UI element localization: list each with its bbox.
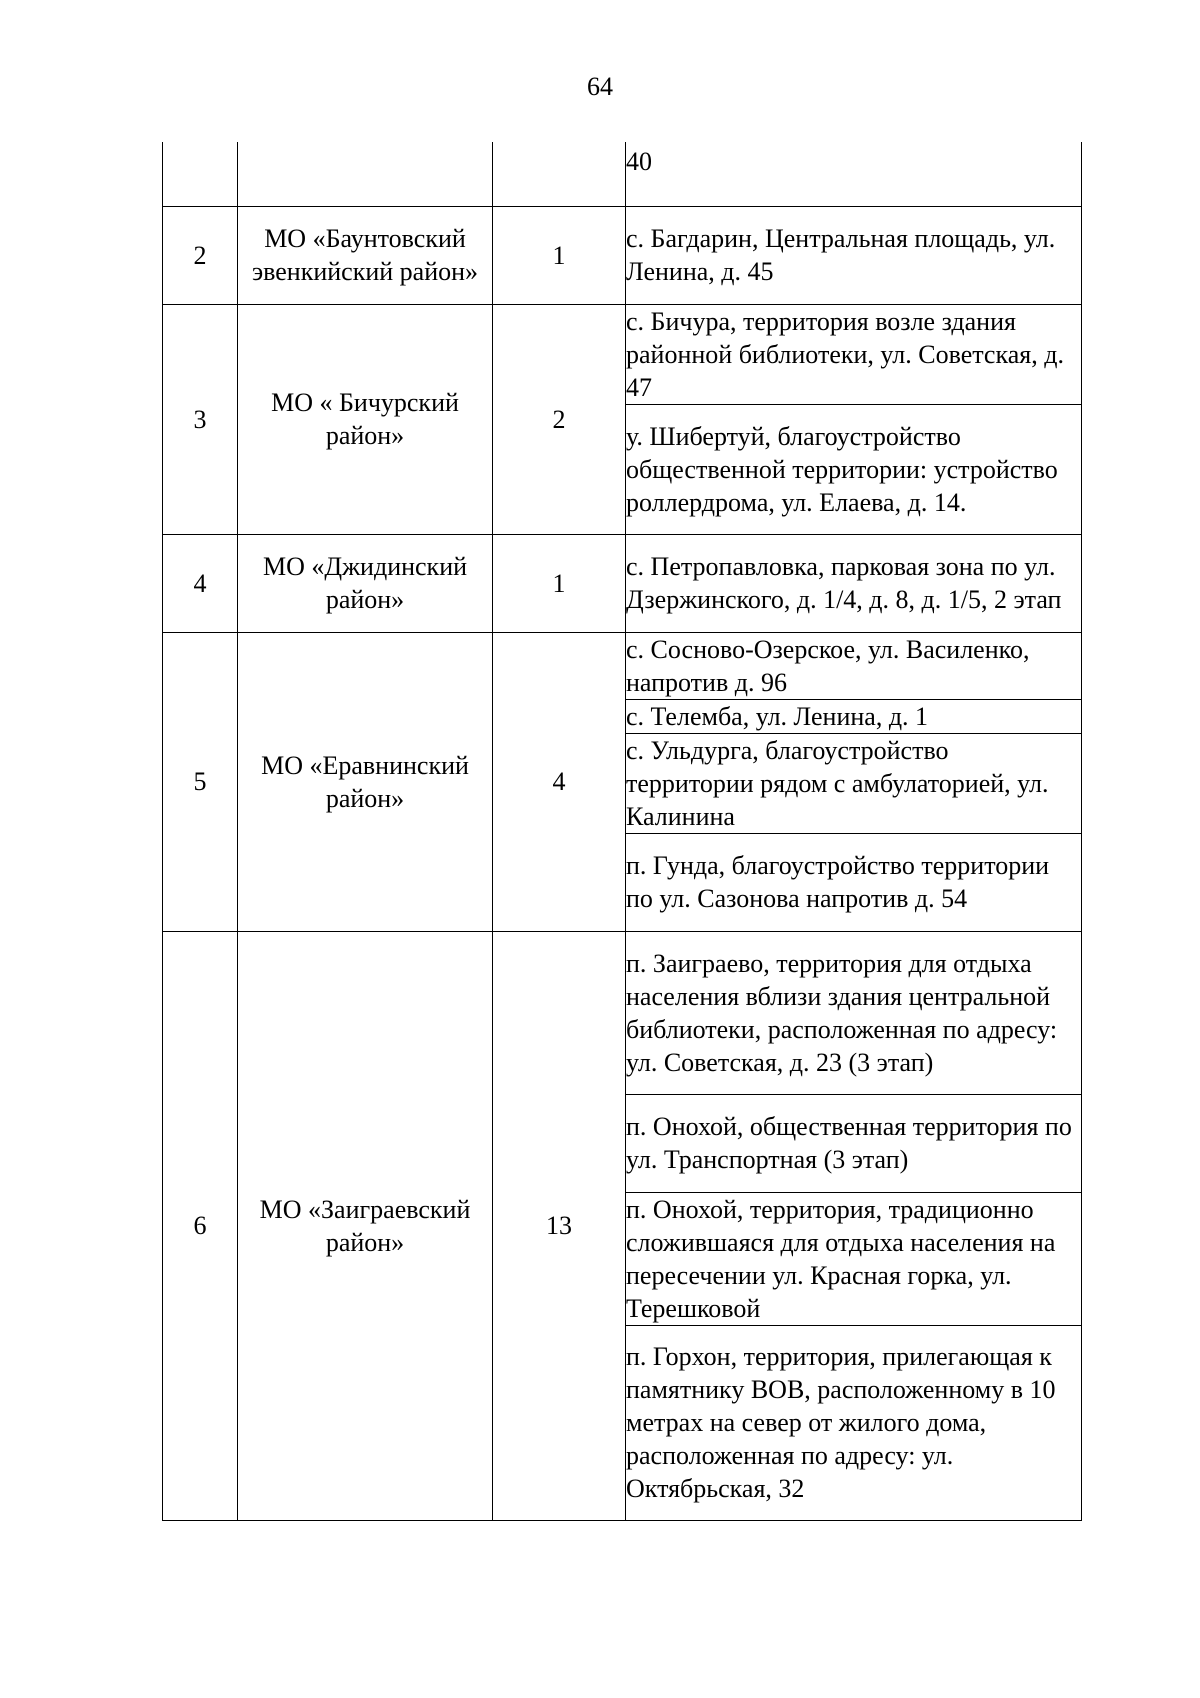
count-cell: 2 — [493, 304, 626, 534]
address-cell: с. Ульдурга, благоустройство территории рядом с амбулаторией, ул. Калинина — [626, 733, 1082, 833]
count-cell — [493, 142, 626, 206]
mo-cell — [238, 142, 493, 206]
number-cell: 2 — [163, 206, 238, 304]
number-cell: 3 — [163, 304, 238, 534]
number-cell — [163, 142, 238, 206]
count-cell: 1 — [493, 206, 626, 304]
address-cell: п. Гунда, благоустройство территории по ул. Сазонова напротив д. 54 — [626, 833, 1082, 931]
address-cell: у. Шибертуй, благоустройство общественной территории: устройство роллердрома, ул. Елаева, д. 14. — [626, 404, 1082, 534]
address-cell — [626, 142, 1082, 206]
address-cell: с. Петропавловка, парковая зона по ул. Дзержинского, д. 1/4, д. 8, д. 1/5, 2 этап — [626, 534, 1082, 632]
objects-table — [162, 142, 1082, 1521]
table-row — [163, 931, 1082, 1094]
mo-cell: МО «Джидинский район» — [238, 534, 493, 632]
table-row — [163, 632, 1082, 699]
address-cell: п. Онохой, территория, традиционно сложившаяся для отдыха населения на пересечении ул. Красная горка, ул. Терешковой — [626, 1192, 1082, 1325]
count-cell: 4 — [493, 632, 626, 931]
address-cell: с. Сосново-Озерское, ул. Василенко, напротив д. 96 — [626, 632, 1082, 699]
address-cell: с. Багдарин, Центральная площадь, ул. Ленина, д. 45 — [626, 206, 1082, 304]
mo-cell: МО «Еравнинский район» — [238, 632, 493, 931]
address-cell: п. Заиграево, территория для отдыха населения вблизи здания центральной библиотеки, расположенная по адресу: ул. Советская, д. 23 (3 этап) — [626, 931, 1082, 1094]
address-cell: с. Бичура, территория возле здания районной библиотеки, ул. Советская, д. 47 — [626, 304, 1082, 404]
table-row — [163, 534, 1082, 632]
mo-cell: МО «Баунтовский эвенкийский район» — [238, 206, 493, 304]
address-text: 40 — [626, 147, 652, 176]
number-cell: 4 — [163, 534, 238, 632]
table-row — [163, 206, 1082, 304]
mo-cell: МО « Бичурский район» — [238, 304, 493, 534]
address-cell: п. Горхон, территория, прилегающая к памятнику ВОВ, расположенному в 10 метрах на север от жилого дома, расположенная по адресу: ул. Октябрьская, 32 — [626, 1325, 1082, 1520]
page-number: 64 — [587, 72, 613, 101]
count-cell: 1 — [493, 534, 626, 632]
mo-cell: МО «Заиграевский район» — [238, 931, 493, 1520]
number-cell: 5 — [163, 632, 238, 931]
address-cell: п. Онохой, общественная территория по ул. Транспортная (3 этап) — [626, 1094, 1082, 1192]
table-row — [163, 304, 1082, 404]
count-cell: 13 — [493, 931, 626, 1520]
address-cell: с. Телемба, ул. Ленина, д. 1 — [626, 699, 1082, 733]
continuation-row — [163, 142, 1082, 206]
number-cell: 6 — [163, 931, 238, 1520]
